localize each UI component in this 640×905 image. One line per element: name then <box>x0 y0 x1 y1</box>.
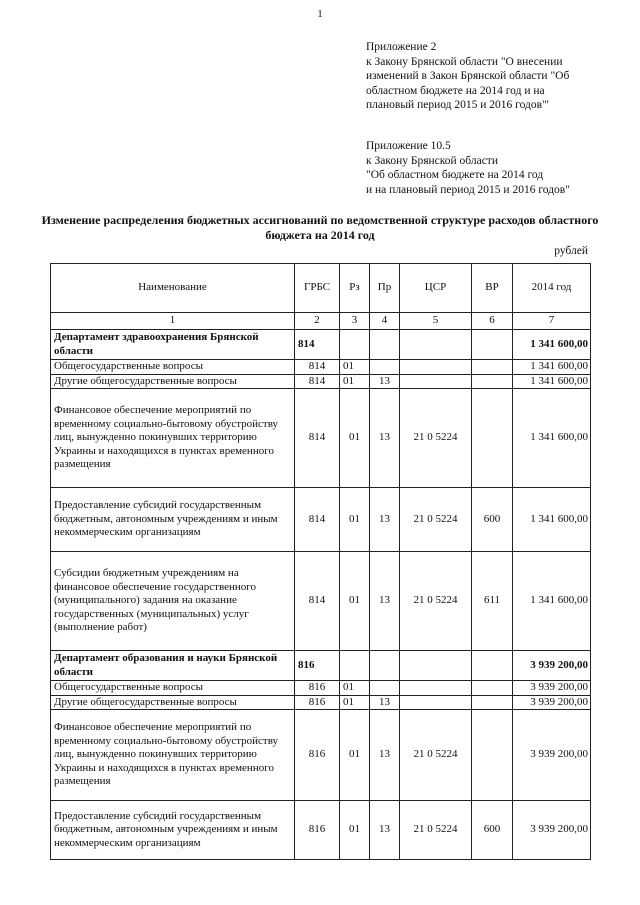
vr-cell <box>472 374 513 389</box>
grbs-cell: 814 <box>295 488 340 552</box>
pr-cell: 13 <box>370 552 400 651</box>
pr-cell: 13 <box>370 710 400 801</box>
csr-cell <box>400 695 472 710</box>
grbs-cell: 814 <box>295 330 340 360</box>
vr-cell <box>472 695 513 710</box>
amount-cell: 3 939 200,00 <box>513 710 591 801</box>
amount-cell: 1 341 600,00 <box>513 360 591 375</box>
rz-cell: 01 <box>340 695 370 710</box>
table-row <box>51 651 591 681</box>
units-label: рублей <box>554 245 588 257</box>
table-row <box>51 695 591 710</box>
header-cell: Наименование <box>51 264 295 313</box>
header-cell: Пр <box>370 264 400 313</box>
header-cell: Рз <box>340 264 370 313</box>
column-index-row <box>51 313 591 330</box>
pr-cell: 13 <box>370 488 400 552</box>
rz-cell <box>340 651 370 681</box>
grbs-cell: 814 <box>295 552 340 651</box>
grbs-cell: 814 <box>295 389 340 488</box>
table-row <box>51 488 591 552</box>
grbs-cell: 814 <box>295 360 340 375</box>
rz-cell: 01 <box>340 488 370 552</box>
grbs-cell: 816 <box>295 651 340 681</box>
pr-cell: 13 <box>370 374 400 389</box>
page-number: 1 <box>317 8 323 20</box>
name-cell: Другие общегосударственные вопросы <box>51 374 295 389</box>
appendix-10-5-line: к Закону Брянской области <box>366 154 498 167</box>
csr-cell: 21 0 5224 <box>400 801 472 860</box>
index-cell: 7 <box>513 313 591 330</box>
csr-cell: 21 0 5224 <box>400 389 472 488</box>
amount-cell: 3 939 200,00 <box>513 681 591 696</box>
title-line: бюджета на 2014 год <box>265 228 375 242</box>
appendix-10-5-line: Приложение 10.5 <box>366 140 451 152</box>
name-cell: Предоставление субсидий государственным бюджетным, автономным учреждениям и иным некоммерческим организациям <box>51 801 295 860</box>
amount-cell: 1 341 600,00 <box>513 552 591 651</box>
grbs-cell: 814 <box>295 374 340 389</box>
amount-cell: 3 939 200,00 <box>513 801 591 860</box>
csr-cell: 21 0 5224 <box>400 488 472 552</box>
table-row <box>51 681 591 696</box>
vr-cell <box>472 651 513 681</box>
rz-cell: 01 <box>340 681 370 696</box>
pr-cell: 13 <box>370 801 400 860</box>
appendix-10-5-line: "Об областном бюджете на 2014 год <box>366 169 544 182</box>
document-title <box>40 213 600 243</box>
name-cell: Финансовое обеспечение мероприятий по временному социально-бытовому обустройству лиц, вынужденно покинувших территорию Украины и находящихся в пунктах временного размещения <box>51 389 295 488</box>
pr-cell <box>370 681 400 696</box>
pr-cell: 13 <box>370 695 400 710</box>
vr-cell <box>472 710 513 801</box>
vr-cell <box>472 360 513 375</box>
rz-cell: 01 <box>340 360 370 375</box>
index-cell: 3 <box>340 313 370 330</box>
table-row <box>51 710 591 801</box>
pr-cell <box>370 330 400 360</box>
index-cell: 4 <box>370 313 400 330</box>
name-cell: Общегосударственные вопросы <box>51 360 295 375</box>
rz-cell: 01 <box>340 552 370 651</box>
grbs-cell: 816 <box>295 801 340 860</box>
name-cell: Финансовое обеспечение мероприятий по временному социально-бытовому обустройству лиц, вынужденно покинувших территорию Украины и находящихся в пунктах временного размещения <box>51 710 295 801</box>
csr-cell: 21 0 5224 <box>400 710 472 801</box>
name-cell: Предоставление субсидий государственным бюджетным, автономным учреждениям и иным некоммерческим организациям <box>51 488 295 552</box>
header-cell: 2014 год <box>513 264 591 313</box>
grbs-cell: 816 <box>295 681 340 696</box>
rz-cell: 01 <box>340 389 370 488</box>
table-row <box>51 330 591 360</box>
rz-cell <box>340 330 370 360</box>
title-line: Изменение распределения бюджетных ассигнований по ведомственной структуре расходов областного <box>41 213 599 227</box>
grbs-cell: 816 <box>295 710 340 801</box>
csr-cell <box>400 360 472 375</box>
amount-cell: 3 939 200,00 <box>513 695 591 710</box>
table-row <box>51 801 591 860</box>
pr-cell <box>370 360 400 375</box>
name-cell: Другие общегосударственные вопросы <box>51 695 295 710</box>
appendix-2-line: областном бюджете на 2014 год и на <box>366 84 545 97</box>
csr-cell <box>400 330 472 360</box>
amount-cell: 1 341 600,00 <box>513 374 591 389</box>
table-header-row <box>51 264 591 313</box>
pr-cell: 13 <box>370 389 400 488</box>
name-cell: Департамент здравоохранения Брянской области <box>51 330 295 360</box>
table-row <box>51 552 591 651</box>
index-cell: 2 <box>295 313 340 330</box>
header-cell: ЦСР <box>400 264 472 313</box>
name-cell: Субсидии бюджетным учреждениям на финансовое обеспечение государственного (муниципального) задания на оказание государственных (муниципальных) услуг (выполнение работ) <box>51 552 295 651</box>
index-cell: 6 <box>472 313 513 330</box>
vr-cell: 600 <box>472 488 513 552</box>
name-cell: Департамент образования и науки Брянской области <box>51 651 295 681</box>
vr-cell: 600 <box>472 801 513 860</box>
appendix-2-line: Приложение 2 <box>366 41 437 53</box>
index-cell: 5 <box>400 313 472 330</box>
appendix-2-line: изменений в Закон Брянской области "Об <box>366 70 570 83</box>
header-cell: ВР <box>472 264 513 313</box>
appendix-2-line: плановый период 2015 и 2016 годов"' <box>366 99 549 112</box>
index-cell: 1 <box>51 313 295 330</box>
csr-cell: 21 0 5224 <box>400 552 472 651</box>
vr-cell <box>472 389 513 488</box>
table-row <box>51 389 591 488</box>
table-row <box>51 360 591 375</box>
vr-cell: 611 <box>472 552 513 651</box>
amount-cell: 3 939 200,00 <box>513 651 591 681</box>
vr-cell <box>472 681 513 696</box>
name-cell: Общегосударственные вопросы <box>51 681 295 696</box>
header-cell: ГРБС <box>295 264 340 313</box>
appendix-10-5-line: и на плановый период 2015 и 2016 годов" <box>366 183 570 196</box>
pr-cell <box>370 651 400 681</box>
appendix-10-5-note <box>366 139 570 197</box>
vr-cell <box>472 330 513 360</box>
amount-cell: 1 341 600,00 <box>513 330 591 360</box>
csr-cell <box>400 681 472 696</box>
csr-cell <box>400 651 472 681</box>
amount-cell: 1 341 600,00 <box>513 389 591 488</box>
appendix-2-note <box>366 40 569 113</box>
rz-cell: 01 <box>340 374 370 389</box>
csr-cell <box>400 374 472 389</box>
appendix-2-line: к Закону Брянской области "О внесении <box>366 55 563 68</box>
table-row <box>51 374 591 389</box>
rz-cell: 01 <box>340 710 370 801</box>
grbs-cell: 816 <box>295 695 340 710</box>
amount-cell: 1 341 600,00 <box>513 488 591 552</box>
rz-cell: 01 <box>340 801 370 860</box>
budget-table <box>50 263 591 860</box>
